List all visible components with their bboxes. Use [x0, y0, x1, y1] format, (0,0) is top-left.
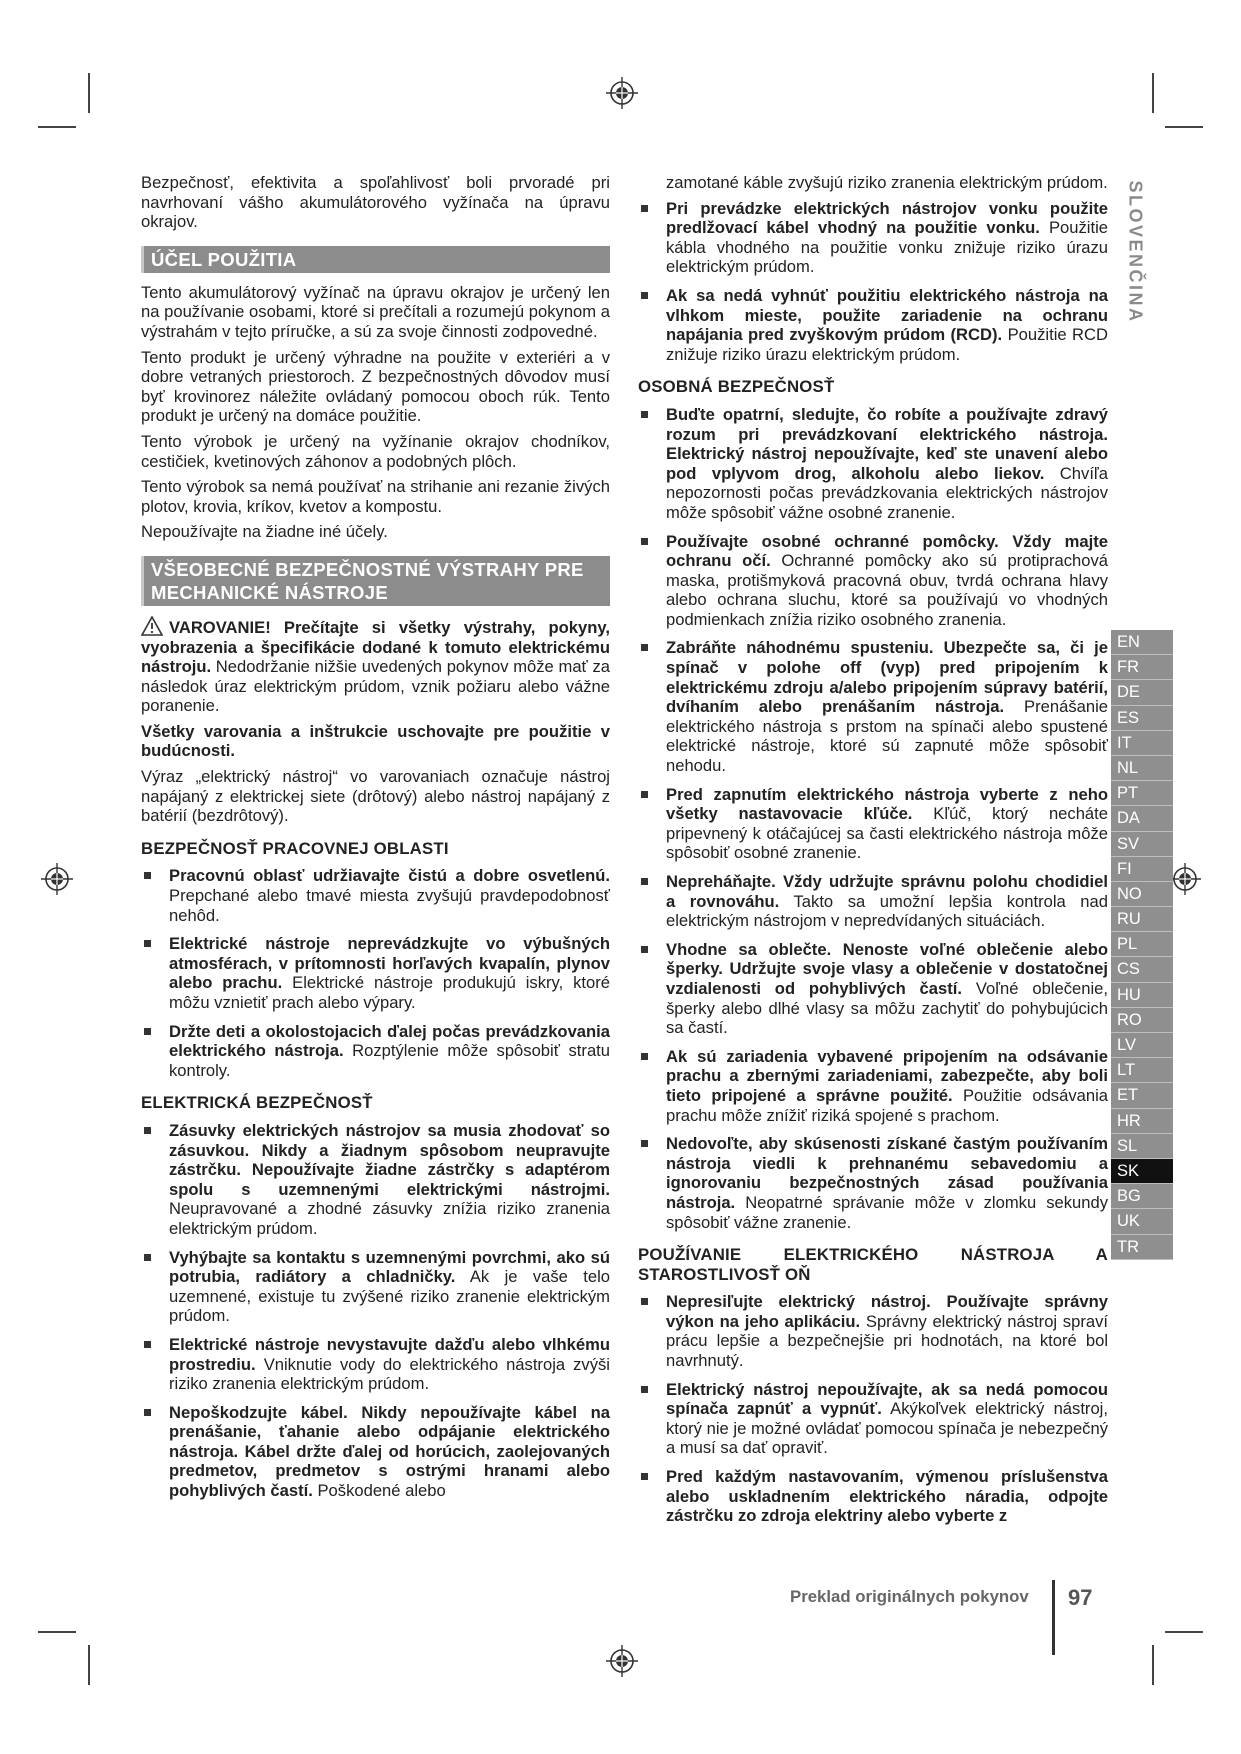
bullet-square-icon: [144, 1254, 151, 1261]
bullet-square-icon: [144, 1341, 151, 1348]
language-tab-hr: HR: [1111, 1109, 1173, 1134]
bullet-square-icon: [144, 1028, 151, 1035]
crop-mark: [1152, 1645, 1154, 1685]
language-tab-lt: LT: [1111, 1058, 1173, 1083]
bullet-square-icon: [641, 1386, 648, 1393]
item-bold: Buďte opatrní, sledujte, čo robíte a používajte zdravý rozum pri prevádzkovaní elektrického nástroja. Elektrický nástroj nepoužívajte, keď ste unavení alebo pod vplyvom drog, alkoholu alebo liekov.: [666, 404, 1108, 483]
term-definition: Výraz „elektrický nástroj“ vo varovaniach označuje nástroj napájaný z elektrickej siete (drôtový) alebo nástroj napájaný z batérií (bezdrôtový).: [141, 767, 610, 826]
bullet-square-icon: [641, 946, 648, 953]
crop-mark: [38, 126, 76, 128]
list-item: [638, 940, 1108, 1038]
list-item: [141, 934, 610, 1012]
work-area-list: [141, 866, 610, 1080]
item-bold: Pred každým nastavovaním, výmenou príslušenstva alebo uskladnením elektrického náradia, odpojte zástrčku zo zdroja elektriny alebo vyberte z: [666, 1467, 1108, 1526]
item-text: Prenášanie elektrického nástroja s prstom na spínači alebo spustené elektrické nástroje, ktoré sú zapnuté môže spôsobiť nehodu.: [666, 697, 1108, 776]
language-tab-pt: PT: [1111, 781, 1173, 806]
language-tab-no: NO: [1111, 882, 1173, 907]
work-area-heading: BEZPEČNOSŤ PRACOVNEJ OBLASTI: [141, 838, 449, 858]
item-bold: Ak sú zariadenia vybavené pripojením na odsávanie prachu a zbernými zariadeniami, zabezpečte, aby boli tieto pripojené a správne použité.: [666, 1046, 1108, 1105]
language-tab-hu: HU: [1111, 983, 1173, 1008]
item-text: Použitie odsávania prachu môže znížiť riziká spojené s prachom.: [666, 1085, 1108, 1125]
list-item: [638, 405, 1108, 523]
item-text: Neopatrné správanie môže v zlomku sekundy spôsobiť vážne zranenie.: [666, 1192, 1108, 1232]
language-side-title: SLOVENČINA: [1125, 180, 1146, 324]
purpose-paragraph: Nepoužívajte na žiadne iné účely.: [141, 522, 388, 542]
keep-instructions: Všetky varovania a inštrukcie uschovajte pre použitie v budúcnosti.: [141, 721, 610, 761]
item-text: Neupravované a zhodné zásuvky znížia riziko zranenia elektrickým prúdom.: [169, 1199, 610, 1238]
crop-mark: [88, 1645, 90, 1685]
language-tab-et: ET: [1111, 1083, 1173, 1108]
item-text: Ak je vaše telo uzemnené, existuje tu zvýšené riziko zranenie elektrickým prúdom.: [169, 1267, 610, 1326]
crop-mark: [38, 1631, 76, 1633]
language-tab-sk: SK: [1111, 1159, 1173, 1184]
item-bold: Vyhýbajte sa kontaktu s uzemnenými povrchmi, ako sú potrubia, radiátory a chladničky.: [169, 1247, 610, 1287]
language-tab-en: EN: [1111, 630, 1173, 655]
use-heading: POUŽÍVANIE ELEKTRICKÉHO NÁSTROJA A STAROSTLIVOSŤ OŇ: [638, 1245, 1108, 1284]
intro-paragraph: Bezpečnosť, efektivita a spoľahlivosť boli prvoradé pri navrhovaní vášho akumulátorového vyžínača na úpravu okrajov.: [141, 173, 610, 232]
list-item: [638, 1467, 1108, 1526]
purpose-paragraph: Tento produkt je určený výhradne na použite v exteriéri a v dobre vetraných priestoroch. Z bezpečnostných dôvodov musí byť krovinorez náležite ovládaný pomocou oboch rúk. Tento produkt je určený na domáce použitie.: [141, 347, 610, 426]
warning-paragraph: [141, 616, 610, 716]
registration-mark-icon: [605, 76, 639, 110]
language-tab-uk: UK: [1111, 1209, 1173, 1234]
warning-text: Nedodržanie nižšie uvedených pokynov môže mať za následok úraz elektrickým prúdom, vznik požiaru alebo vážne poranenie.: [141, 657, 610, 716]
language-tab-sv: SV: [1111, 832, 1173, 857]
item-bold: Zabráňte náhodnému spusteniu. Ubezpečte sa, či je spínač v polohe off (vyp) pred pripojením k elektrickému zdroju a/alebo pripojením súpravy batérií, dvíhaním alebo prenášaním nástroja.: [666, 638, 1108, 717]
item-bold: Pracovnú oblasť udržiavajte čistú a dobre osvetlenú.: [169, 866, 610, 886]
language-tab-sl: SL: [1111, 1134, 1173, 1159]
item-text: Poškodené alebo: [312, 1481, 446, 1501]
list-item: [638, 286, 1108, 364]
list-item: [141, 1335, 610, 1394]
item-text: Vniknutie vody do elektrického nástroja zvýši riziko zranenia elektrickým prúdom.: [169, 1354, 610, 1394]
item-text: Kľúč, ktorý necháte pripevnený k otáčajúcej sa časti elektrického nástroja môže spôsobiť osobné zranenie.: [666, 804, 1108, 863]
list-item: [141, 866, 610, 925]
purpose-heading: ÚČEL POUŽITIA: [141, 246, 610, 273]
item-text: Správny elektrický nástroj spraví prácu lepšie a bezpečnejšie pri hodnotách, na ktoré bol navrhnutý.: [666, 1311, 1108, 1371]
bullet-square-icon: [144, 1409, 151, 1416]
item-bold: Nepresiľujte elektrický nástroj. Používajte správny výkon na jeho aplikáciu.: [666, 1292, 1108, 1331]
personal-heading: OSOBNÁ BEZPEČNOSŤ: [638, 377, 835, 397]
list-item: [141, 1248, 610, 1326]
purpose-paragraph: Tento výrobok je určený na vyžínanie okrajov chodníkov, cestičiek, kvetinových záhonov a podobných plôch.: [141, 431, 610, 471]
bullet-square-icon: [641, 1053, 648, 1060]
item-text: Použitie RCD znižuje riziko úrazu elektrickým prúdom.: [666, 325, 1108, 364]
left-column: [141, 173, 610, 1510]
bullet-square-icon: [641, 644, 648, 651]
item-text: Voľné oblečenie, šperky alebo dlhé vlasy sa môžu zachytiť do pohybujúcich sa častí.: [666, 978, 1108, 1038]
list-item: [638, 1380, 1108, 1458]
language-index: [1111, 630, 1173, 1260]
item-bold: Držte deti a okolostojacich ďalej počas prevádzkovania elektrického nástroja.: [169, 1021, 610, 1061]
list-item: [638, 638, 1108, 775]
item-bold: Pred zapnutím elektrického nástroja vyberte z neho všetky nastavovacie kľúče.: [666, 784, 1108, 824]
page-number: 97: [1068, 1585, 1093, 1610]
footer-text: Preklad originálnych pokynov: [790, 1587, 1029, 1606]
language-tab-pl: PL: [1111, 932, 1173, 957]
item-bold: Elektrický nástroj nepoužívajte, ak sa nedá pomocou spínača zapnúť a vypnúť.: [666, 1379, 1108, 1419]
item-bold: Nepoškodzujte kábel. Nikdy nepoužívajte kábel na prenášanie, ťahanie alebo odpájanie elektrického nástroja. Kábel držte ďalej od horúcich, zaolejovaných predmetov, predmetov s ostrými hranami alebo pohyblivých častí.: [169, 1402, 610, 1501]
language-tab-lv: LV: [1111, 1033, 1173, 1058]
bullet-square-icon: [144, 940, 151, 947]
item-bold: Nepreháňajte. Vždy udržujte správnu polohu chodidiel a rovnováhu.: [666, 872, 1108, 911]
registration-mark-icon: [40, 862, 74, 896]
item-bold: Pri prevádzke elektrických nástrojov vonku použite predlžovací kábel vhodný na použitie vonku.: [666, 198, 1108, 238]
language-tab-ru: RU: [1111, 907, 1173, 932]
language-tab-bg: BG: [1111, 1184, 1173, 1209]
electric-heading: ELEKTRICKÁ BEZPEČNOSŤ: [141, 1093, 373, 1113]
item-bold: Vhodne sa oblečte. Nenoste voľné oblečenie alebo šperky. Udržujte svoje vlasy a oblečenie v dostatočnej vzdialenosti od pohyblivých častí.: [666, 939, 1108, 998]
list-item: [638, 1134, 1108, 1232]
language-tab-tr: TR: [1111, 1235, 1173, 1260]
item-text: Rozptýlenie môže spôsobiť stratu kontroly.: [169, 1041, 611, 1080]
list-item: [638, 1292, 1108, 1370]
item-bold: Používajte osobné ochranné pomôcky. Vždy majte ochranu očí.: [666, 531, 1108, 571]
language-tab-cs: CS: [1111, 957, 1173, 982]
list-item: [638, 1047, 1108, 1125]
footer-divider: [1052, 1580, 1055, 1655]
item-text: Použitie kábla vhodného na použitie vonku znižuje riziko úrazu elektrickým prúdom.: [666, 218, 1108, 277]
item-bold: Elektrické nástroje nevystavujte dažďu alebo vlhkému prostrediu.: [169, 1334, 610, 1374]
item-text: Takto sa umožní lepšia kontrola nad elektrickým nástrojom v nepredvídaných situáciách.: [666, 891, 1108, 931]
purpose-paragraph: Tento akumulátorový vyžínač na úpravu okrajov je určený len na používanie osobami, ktoré si prečítali a rozumejú pokynom a výstrahám v tejto príručke, a sú za svoje činnosti zodpovedné.: [141, 282, 610, 341]
bullet-square-icon: [641, 205, 648, 212]
item-bold: Ak sa nedá vyhnúť použitiu elektrického nástroja na vlhkom mieste, použite zariadenie na ochranu napájania pred zvyškovým prúdom (RCD).: [666, 285, 1108, 345]
bullet-square-icon: [641, 791, 648, 798]
language-tab-fi: FI: [1111, 857, 1173, 882]
list-item: [141, 1121, 610, 1239]
item-bold: Zásuvky elektrických nástrojov sa musia zhodovať so zásuvkou. Nikdy a žiadnym spôsobom neupravujte zástrčku. Nepoužívajte žiadne zástrčky s adaptérom spolu s uzemnenými elektrickými nástrojmi.: [169, 1120, 610, 1199]
purpose-section: [141, 283, 610, 542]
registration-mark-icon: [605, 1644, 639, 1678]
list-item: [638, 785, 1108, 863]
language-tab-nl: NL: [1111, 756, 1173, 781]
language-tab-da: DA: [1111, 806, 1173, 831]
bullet-square-icon: [641, 1140, 648, 1147]
electric-list: [141, 1121, 610, 1501]
bullet-square-icon: [641, 292, 648, 299]
warning-triangle-icon: [141, 616, 163, 636]
list-item: [141, 1403, 610, 1501]
crop-mark: [1152, 73, 1154, 113]
item-bold: Elektrické nástroje neprevádzkujte vo výbušných atmosférach, v prítomnosti horľavých kvapalín, plynov alebo prachu.: [169, 934, 610, 993]
bullet-square-icon: [641, 411, 648, 418]
electric-list-continued: [638, 199, 1108, 365]
bullet-square-icon: [641, 1298, 648, 1305]
bullet-square-icon: [144, 872, 151, 879]
list-item: [141, 1022, 610, 1081]
language-tab-ro: RO: [1111, 1008, 1173, 1033]
use-list: [638, 1292, 1108, 1526]
warning-bold: VAROVANIE! Prečítajte si všetky výstrahy, pokyny, vyobrazenia a špecifikácie dodané k tomuto elektrickému nástroju.: [141, 617, 610, 677]
item-text: Prepchané alebo tmavé miesta zvyšujú pravdepodobnosť nehôd.: [169, 886, 610, 925]
list-item: [638, 872, 1108, 931]
list-item: [638, 532, 1108, 630]
registration-mark-icon: [1168, 862, 1202, 896]
bullet-square-icon: [641, 878, 648, 885]
language-tab-it: IT: [1111, 731, 1173, 756]
item-bold: Nedovoľte, aby skúsenosti získané častým používaním nástroja viedli k prehnanému sebavedomiu a ignorovaniu bezpečnostných zásad používania nástroja.: [666, 1134, 1108, 1212]
item-text: Akýkoľvek elektrický nástroj, ktorý nie je možné ovládať pomocou spínača je nebezpečný a musí sa dať opraviť.: [666, 1399, 1108, 1458]
personal-list: [638, 405, 1108, 1232]
crop-mark: [1165, 126, 1203, 128]
crop-mark: [1165, 1631, 1203, 1633]
purpose-paragraph: Tento výrobok sa nemá používať na strihanie ani rezanie živých plotov, krovia, kríkov, kvetov a kompostu.: [141, 477, 610, 516]
bullet-square-icon: [641, 538, 648, 545]
language-tab-de: DE: [1111, 680, 1173, 705]
language-tab-fr: FR: [1111, 655, 1173, 680]
list-item: [638, 199, 1108, 277]
crop-mark: [88, 73, 90, 113]
continued-text: zamotané káble zvyšujú riziko zranenia elektrickým prúdom.: [666, 173, 1108, 192]
item-text: Chvíľa nepozornosti počas prevádzkovania elektrických nástrojov môže spôsobiť vážne osobné zranenie.: [666, 463, 1108, 522]
general-warnings-heading: VŠEOBECNÉ BEZPEČNOSTNÉ VÝSTRAHY PRE MECHANICKÉ NÁSTROJE: [141, 556, 610, 606]
item-text: Ochranné pomôcky ako sú protiprachová maska, protišmyková pracovná obuv, tvrdá ochrana hlavy alebo ochrana sluchu, ktoré sa používajú vo vhodných podmienkach znížia riziko osobného zranenia.: [666, 551, 1108, 629]
item-text: Elektrické nástroje produkujú iskry, ktoré môžu vznietiť prach alebo výpary.: [169, 973, 611, 1012]
right-column: [638, 173, 1108, 1535]
bullet-square-icon: [144, 1127, 151, 1134]
language-tab-es: ES: [1111, 706, 1173, 731]
bullet-square-icon: [641, 1473, 648, 1480]
